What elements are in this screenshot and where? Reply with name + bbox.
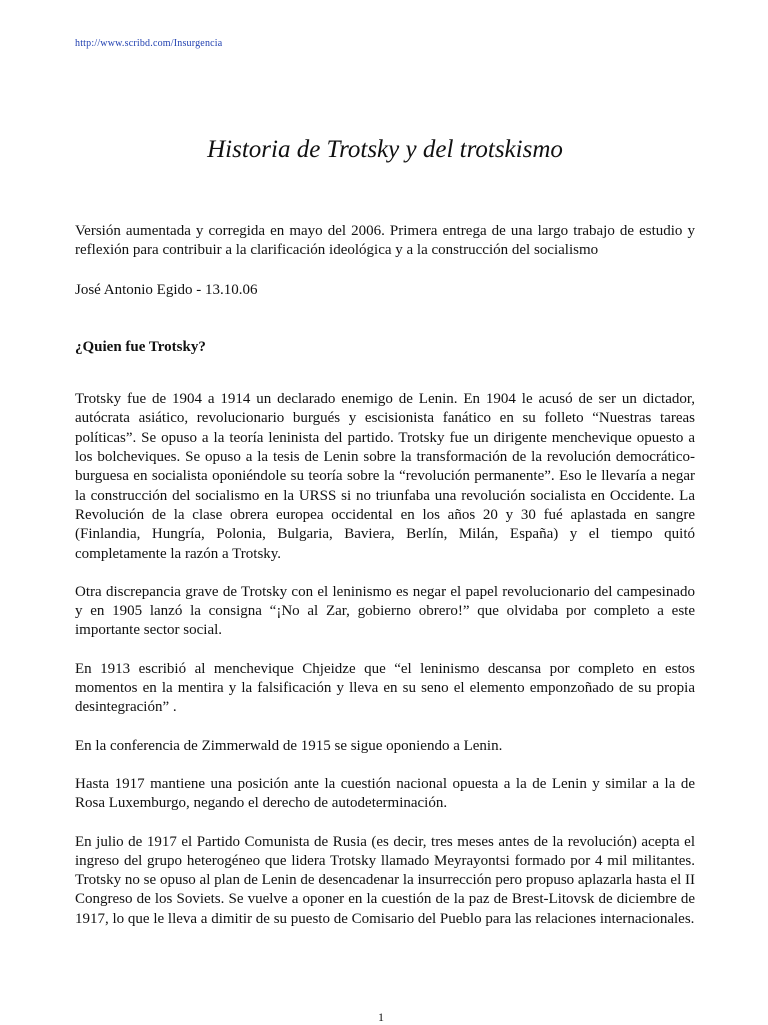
body-paragraph: En 1913 escribió al menchevique Chjeidze que “el leninismo descansa por completo en estos momentos en la mentira y la falsificación y lleva en su seno el elemento emponzoñado de su propia desintegración” .: [75, 660, 695, 716]
page-number: 1: [378, 1010, 384, 1024]
intro-paragraph: Versión aumentada y corregida en mayo del 2006. Primera entrega de una largo trabajo de estudio y reflexión para contribuir a la clarificación ideológica y a la construcción del socialismo: [75, 223, 695, 259]
body-paragraph: Hasta 1917 mantiene una posición ante la cuestión nacional opuesta a la de Lenin y similar a la de Rosa Luxemburgo, negando el derecho de autodeterminación.: [75, 775, 695, 812]
document-body: [75, 222, 695, 948]
body-paragraph: Otra discrepancia grave de Trotsky con el leninismo es negar el papel revolucionario del campesinado y en 1905 lanzó la consigna “¡No al Zar, gobierno obrero!” que olvidaba por completo a este importante sector social.: [75, 583, 695, 639]
section-heading: ¿Quien fue Trotsky?: [75, 338, 206, 355]
author-line: José Antonio Egido - 13.10.06: [75, 281, 258, 298]
body-paragraph: En la conferencia de Zimmerwald de 1915 se sigue oponiendo a Lenin.: [75, 737, 503, 754]
body-paragraph: En julio de 1917 el Partido Comunista de Rusia (es decir, tres meses antes de la revolución) acepta el ingreso del grupo heterogéneo que lidera Trotsky llamado Meyrayontsi formado por 4 mil militantes. Trotsky no se opuso al plan de Lenin de desencadenar la insurrección pero propuso aplazarla hasta el II Congreso de los Soviets. Se vuelve a oponer en la cuestión de la paz de Brest-Litovsk de diciembre de 1917, lo que le lleva a dimitir de su puesto de Comisario del Pueblo para las relaciones internacionales.: [75, 833, 695, 927]
document-title: Historia de Trotsky y del trotskismo: [207, 136, 563, 163]
source-link[interactable]: http://www.scribd.com/Insurgencia: [75, 38, 223, 49]
body-paragraph: Trotsky fue de 1904 a 1914 un declarado enemigo de Lenin. En 1904 le acusó de ser un dictador, autócrata asiático, revolucionario burgués y escisionista fanático en su folleto “Nuestras tareas políticas”. Se opuso a la teoría leninista del partido. Trotsky fue un dirigente menchevique opuesto a los bolcheviques. Se opuso a la tesis de Lenin sobre la transformación de la revolución democrático-burguesa en socialista oponiéndole su teoría sobre la “revolución permanente”. Eso le llevaría a negar la construcción del socialismo en la URSS si no triunfaba una revolución socialista en Occidente. La Revolución de la clase obrera europea occidental en los años 20 y 30 fué aplastada en sangre (Finlandia, Hungría, Polonia, Bulgaria, Baviera, Berlín, Milán, España) y el tiempo quitó completamente la razón a Trotsky.: [75, 391, 695, 562]
